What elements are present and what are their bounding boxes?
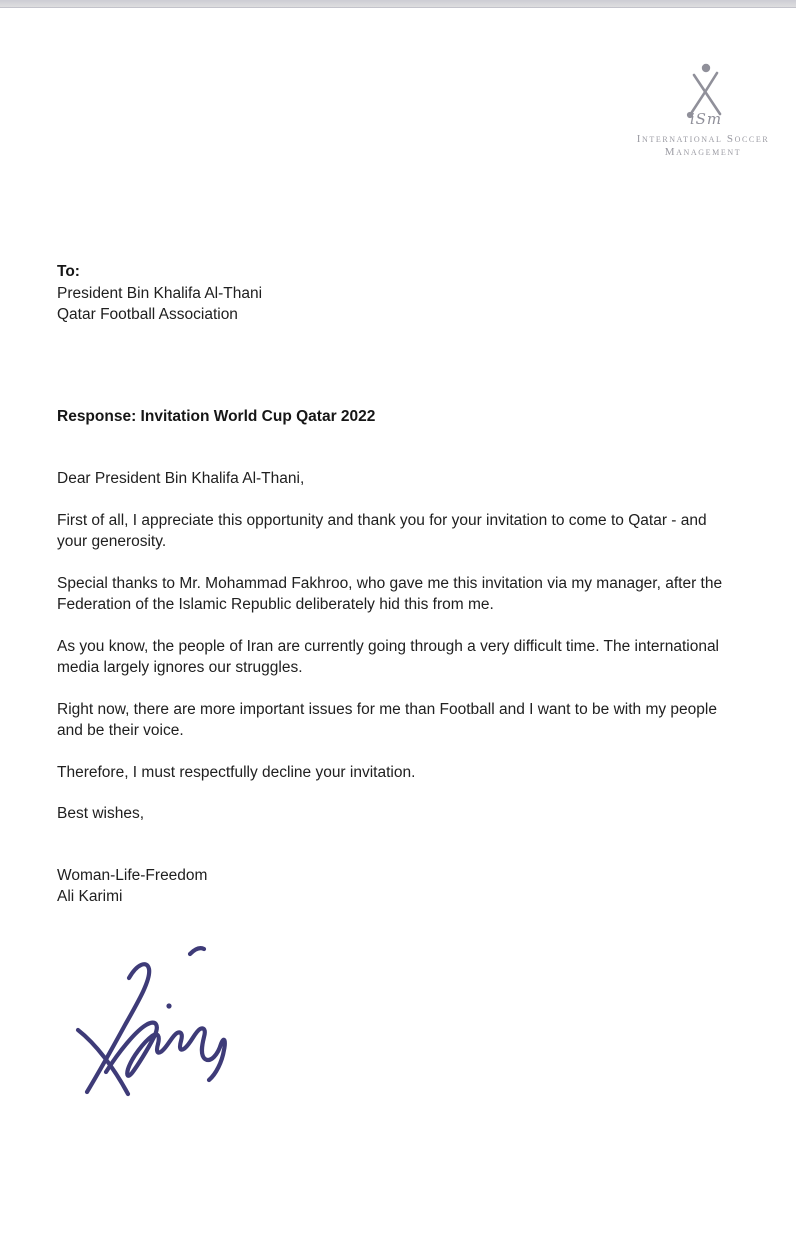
subject-line: Response: Invitation World Cup Qatar 2022 — [57, 407, 376, 425]
handwritten-signature — [69, 940, 249, 1110]
ism-logo — [628, 62, 778, 159]
letter-body — [0, 261, 796, 1110]
salutation: Dear President Bin Khalifa Al-Thani, — [57, 470, 305, 487]
signoff-block — [57, 865, 732, 908]
org-name-line1: International Soccer — [636, 133, 770, 145]
body-paragraph-2: Special thanks to Mr. Mohammad Fakhroo, who gave me this invitation via my manager, after the Federation of the Islamic Republic deliberately hid this from me. — [57, 574, 723, 613]
body-paragraph-4: Right now, there are more important issues for me than Football and I want to be with my people and be their voice. — [57, 700, 717, 739]
closing-line: Best wishes, — [57, 805, 145, 822]
to-label: To: — [57, 263, 80, 280]
recipient-block — [57, 261, 732, 326]
org-name — [637, 133, 770, 159]
signoff-name: Ali Karimi — [57, 888, 123, 905]
logo-wordmark: iSm — [689, 110, 723, 128]
recipient-line-org: Qatar Football Association — [57, 306, 238, 323]
recipient-line-name: President Bin Khalifa Al-Thani — [57, 284, 263, 302]
body-paragraph-1: First of all, I appreciate this opportunity and thank you for your invitation to come to Qatar - and your generosity. — [57, 511, 707, 550]
signoff-slogan: Woman-Life-Freedom — [57, 866, 208, 884]
top-edge-bar — [0, 0, 796, 8]
letterhead — [0, 62, 796, 159]
org-name-line2: Management — [664, 146, 742, 158]
body-paragraph-3: As you know, the people of Iran are currently going through a very difficult time. The international media largely ignores our struggles. — [57, 637, 720, 676]
body-paragraph-5: Therefore, I must respectfully decline your invitation. — [57, 763, 416, 781]
